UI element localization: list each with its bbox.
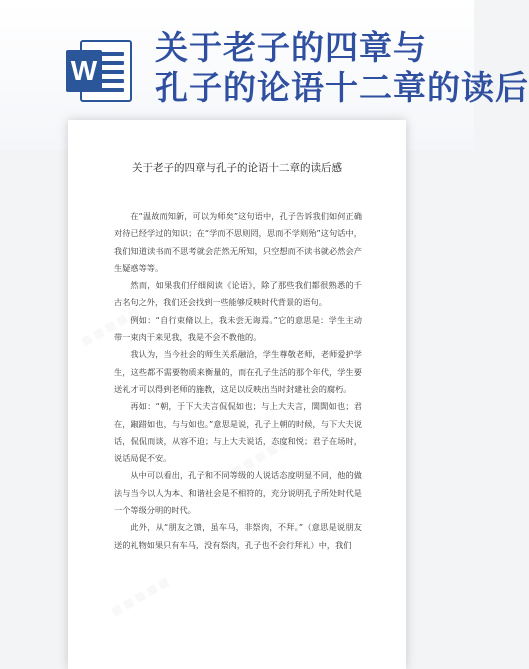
word-icon-letter: W bbox=[66, 50, 102, 92]
word-document-icon bbox=[66, 40, 132, 102]
document-page bbox=[68, 120, 406, 669]
paragraph: 例如：“自行束脩以上，我未尝无诲焉。”它的意思是：学生主动带一束肉干来见我，我是不会不教他的。 bbox=[114, 314, 362, 343]
paragraph: 此外，从“朋友之馈，虽车马，非祭肉，不拜。”（意思是说朋友送的礼物如果只有车马，没有祭肉，孔子也不会行拜礼）中，我们 bbox=[114, 522, 362, 550]
paragraph: 从中可以看出，孔子和不同等级的人说话态度明显不同，他的做法与当今以人为本、和谐社会是不相符的，充分说明孔子所处时代是一个等级分明的时代。 bbox=[114, 470, 362, 516]
paragraph: 在“温故而知新，可以为师矣”这句语中，孔子告诉我们如何正确对待已经学过的知识；在“学而不思则罔，思而不学则殆”这句话中，我们知道读书而不思考就会茫然无所知，只空想而不读书就必然会产生疑惑等等。 bbox=[114, 211, 362, 273]
document-body bbox=[114, 208, 362, 554]
banner-title-line-2: 孔子的论语十二章的读后 bbox=[155, 68, 529, 107]
watermark: ▦ ▦ ▦ ▦ ▦ bbox=[229, 435, 292, 479]
banner-title bbox=[155, 28, 529, 108]
paragraph: 然而，如果我们仔细阅读《论语》，除了那些我们都很熟悉的千古名句之外，我们还会找到一些能够反映时代背景的语句。 bbox=[114, 280, 362, 308]
watermark: ▦ ▦ ▦ ▦ ▦ bbox=[79, 305, 142, 349]
paragraph: 再如：“朝，于下大夫言侃侃如也；与上大夫言，誾誾如也；君在，踧踖如也，与与如也。”意思是说，孔子上朝的时候，与下大夫说话，侃侃而谈，从容不迫；与上大夫说话，态度和悦；君子在场时，说话局促不安。 bbox=[114, 401, 362, 464]
watermark: ▦ ▦ ▦ ▦ ▦ bbox=[109, 575, 172, 619]
banner-title-line-1: 关于老子的四章与 bbox=[155, 28, 427, 67]
document-title: 关于老子的四章与孔子的论语十二章的读后感 bbox=[132, 162, 342, 174]
paragraph: 我认为，当今社会的师生关系融洽，学生尊敬老师，老师爱护学生，这些都不需要物质来衡量的，而在孔子生活的那个年代，学生要送礼才可以得到老师的施教，这足以反映出当时封建社会的腐朽。 bbox=[114, 349, 362, 394]
